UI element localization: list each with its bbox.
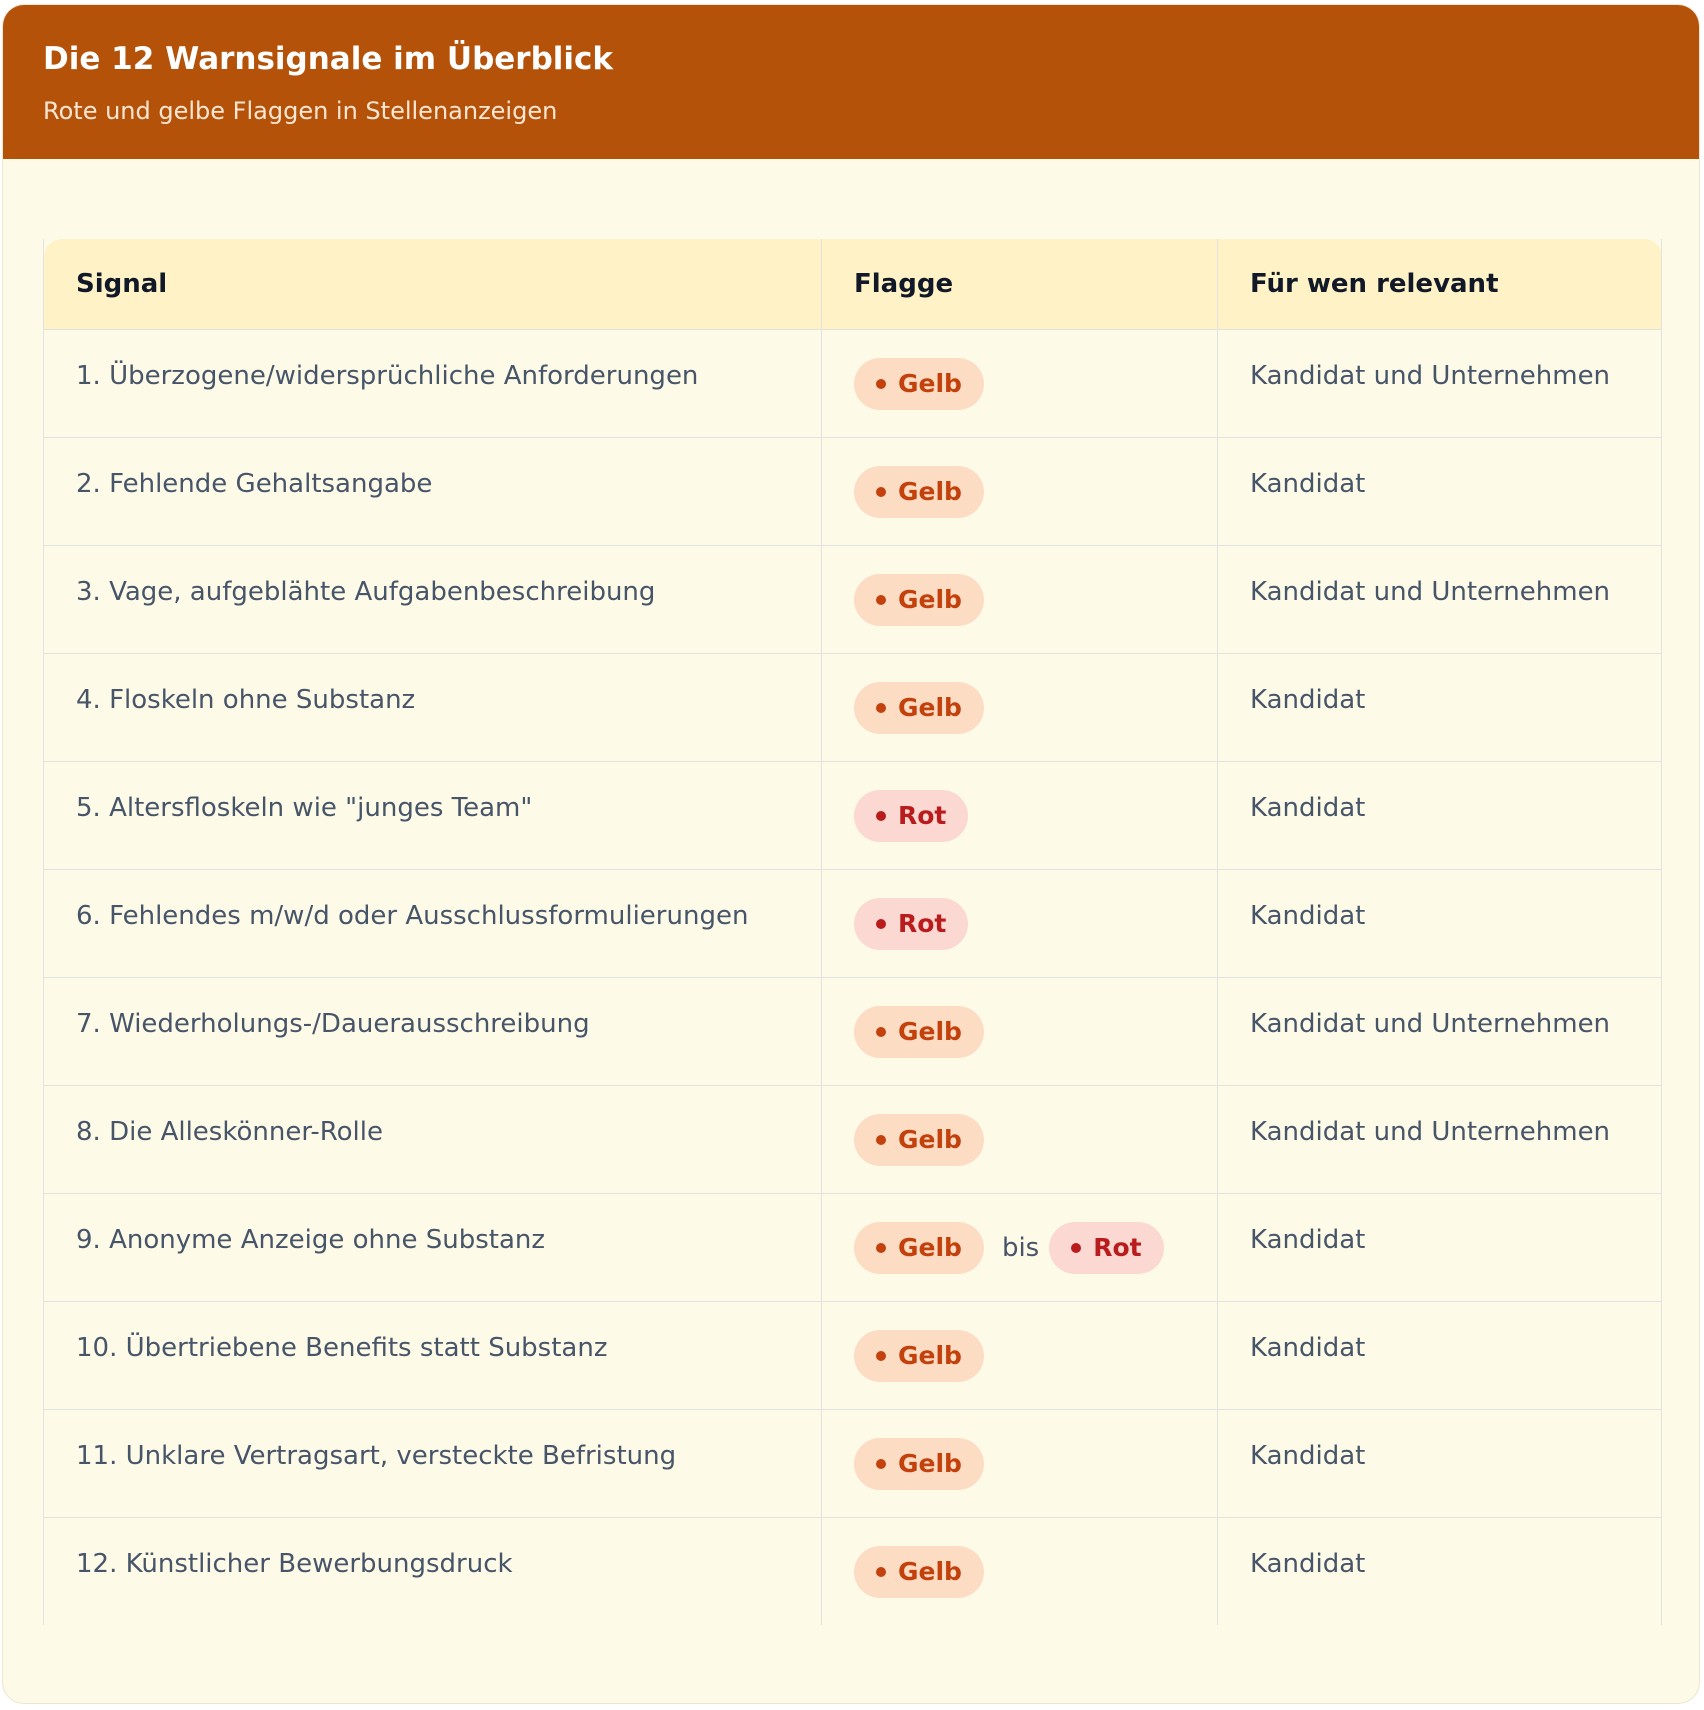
flag-badge-red (854, 790, 968, 842)
relevant-cell (1218, 1301, 1662, 1409)
flag-label: Gelb (898, 1125, 962, 1154)
column-header-relevant: Für wen relevant (1218, 239, 1662, 329)
signal-text: 10. Übertriebene Benefits statt Substanz (76, 1332, 608, 1363)
signal-text: 4. Floskeln ohne Substanz (76, 684, 416, 715)
flag-label: Gelb (898, 1557, 962, 1586)
flag-cell (822, 1085, 1218, 1193)
signal-text: 12. Künstlicher Bewerbungsdruck (76, 1548, 513, 1579)
flag-label: Gelb (898, 693, 962, 722)
bullet-dot-icon (876, 1459, 886, 1469)
relevant-text: Kandidat (1250, 468, 1366, 499)
flag-cell (822, 977, 1218, 1085)
column-header-flag: Flagge (822, 239, 1218, 329)
signals-table (43, 239, 1662, 1625)
table-row (44, 329, 1662, 437)
signal-cell (44, 437, 822, 545)
flag-badges (854, 654, 1217, 734)
relevant-cell (1218, 977, 1662, 1085)
signal-cell (44, 653, 822, 761)
relevant-cell (1218, 545, 1662, 653)
table-row (44, 653, 1662, 761)
signal-text: 6. Fehlendes m/w/d oder Ausschlussformulierungen (76, 900, 749, 931)
signal-text: 3. Vage, aufgeblähte Aufgabenbeschreibung (76, 576, 656, 607)
signal-text: 1. Überzogene/widersprüchliche Anforderungen (76, 360, 699, 391)
flag-badges (854, 1194, 1217, 1274)
flag-cell (822, 437, 1218, 545)
relevant-text: Kandidat (1250, 900, 1366, 931)
relevant-cell (1218, 1409, 1662, 1517)
flag-badges (854, 1086, 1217, 1166)
table-row (44, 1085, 1662, 1193)
bullet-dot-icon (876, 487, 886, 497)
relevant-text: Kandidat (1250, 792, 1366, 823)
signal-cell (44, 869, 822, 977)
flag-badges (854, 870, 1217, 950)
relevant-text: Kandidat (1250, 1548, 1366, 1579)
flag-label: Gelb (898, 1341, 962, 1370)
flag-badge-red (1049, 1222, 1163, 1274)
signal-text: 7. Wiederholungs-/Dauerausschreibung (76, 1008, 590, 1039)
signal-cell (44, 761, 822, 869)
flag-badge-yellow (854, 574, 984, 626)
flag-badge-yellow (854, 1114, 984, 1166)
relevant-text: Kandidat und Unternehmen (1250, 1008, 1611, 1039)
relevant-text: Kandidat und Unternehmen (1250, 576, 1611, 607)
relevant-cell (1218, 1193, 1662, 1301)
table-body (44, 329, 1662, 1625)
flag-cell (822, 653, 1218, 761)
table-row (44, 761, 1662, 869)
table-row (44, 1301, 1662, 1409)
flag-cell (822, 1409, 1218, 1517)
page-subtitle: Rote und gelbe Flaggen in Stellenanzeigen (43, 97, 558, 125)
table-row (44, 977, 1662, 1085)
table-row (44, 1517, 1662, 1625)
warning-signals-card (2, 4, 1700, 1704)
flag-cell (822, 869, 1218, 977)
column-header-signal: Signal (44, 239, 822, 329)
flag-badges (854, 546, 1217, 626)
flag-badge-yellow (854, 1330, 984, 1382)
relevant-cell (1218, 653, 1662, 761)
table-row (44, 545, 1662, 653)
flag-badges (854, 1410, 1217, 1490)
signal-text: 2. Fehlende Gehaltsangabe (76, 468, 433, 499)
flag-label: Rot (898, 909, 947, 938)
flag-cell (822, 1517, 1218, 1625)
relevant-cell (1218, 329, 1662, 437)
flag-cell (822, 1301, 1218, 1409)
table-row (44, 1193, 1662, 1301)
signal-text: 11. Unklare Vertragsart, versteckte Befristung (76, 1440, 677, 1471)
page-title: Die 12 Warnsignale im Überblick (43, 41, 614, 77)
bullet-dot-icon (876, 1135, 886, 1145)
flag-badge-yellow (854, 1006, 984, 1058)
flag-cell (822, 761, 1218, 869)
relevant-cell (1218, 437, 1662, 545)
flag-cell (822, 1193, 1218, 1301)
flag-label: Gelb (898, 477, 962, 506)
table-row (44, 869, 1662, 977)
relevant-cell (1218, 761, 1662, 869)
relevant-cell (1218, 1517, 1662, 1625)
bullet-dot-icon (876, 919, 886, 929)
flag-badge-yellow (854, 358, 984, 410)
relevant-text: Kandidat (1250, 684, 1366, 715)
bullet-dot-icon (876, 1567, 886, 1577)
flag-label: Gelb (898, 369, 962, 398)
signal-text: 9. Anonyme Anzeige ohne Substanz (76, 1224, 546, 1255)
relevant-text: Kandidat (1250, 1224, 1366, 1255)
relevant-text: Kandidat und Unternehmen (1250, 360, 1611, 391)
signal-cell (44, 1517, 822, 1625)
signal-cell (44, 1085, 822, 1193)
signals-table-wrapper (43, 239, 1661, 1625)
relevant-text: Kandidat (1250, 1332, 1366, 1363)
flag-cell (822, 329, 1218, 437)
relevant-text: Kandidat (1250, 1440, 1366, 1471)
table-header-row (44, 239, 1662, 329)
table-row (44, 437, 1662, 545)
bullet-dot-icon (876, 1243, 886, 1253)
signal-cell (44, 1193, 822, 1301)
relevant-cell (1218, 869, 1662, 977)
bullet-dot-icon (876, 379, 886, 389)
flag-label: Gelb (898, 585, 962, 614)
flag-badges (854, 1518, 1217, 1598)
flag-badges (854, 330, 1217, 410)
bullet-dot-icon (1071, 1243, 1081, 1253)
relevant-text: Kandidat und Unternehmen (1250, 1116, 1611, 1147)
flag-cell (822, 545, 1218, 653)
signal-cell (44, 329, 822, 437)
signal-cell (44, 977, 822, 1085)
flag-label: Rot (898, 801, 947, 830)
relevant-cell (1218, 1085, 1662, 1193)
header-banner (3, 5, 1699, 159)
bullet-dot-icon (876, 703, 886, 713)
flag-label: Gelb (898, 1449, 962, 1478)
flag-badge-yellow (854, 1438, 984, 1490)
signal-cell (44, 545, 822, 653)
flag-connector: bis (1001, 1232, 1040, 1263)
flag-badges (854, 1302, 1217, 1382)
flag-badge-yellow (854, 682, 984, 734)
bullet-dot-icon (876, 811, 886, 821)
bullet-dot-icon (876, 1351, 886, 1361)
flag-badge-yellow (854, 1546, 984, 1598)
signal-cell (44, 1301, 822, 1409)
flag-badges (854, 978, 1217, 1058)
flag-badges (854, 438, 1217, 518)
bullet-dot-icon (876, 595, 886, 605)
flag-badge-red (854, 898, 968, 950)
table-row (44, 1409, 1662, 1517)
signal-text: 8. Die Alleskönner-Rolle (76, 1116, 383, 1147)
flag-label: Rot (1093, 1233, 1142, 1262)
signal-text: 5. Altersfloskeln wie "junges Team" (76, 792, 533, 823)
bullet-dot-icon (876, 1027, 886, 1037)
flag-badge-yellow (854, 1222, 984, 1274)
flag-badge-yellow (854, 466, 984, 518)
flag-label: Gelb (898, 1017, 962, 1046)
flag-label: Gelb (898, 1233, 962, 1262)
signal-cell (44, 1409, 822, 1517)
flag-badges (854, 762, 1217, 842)
